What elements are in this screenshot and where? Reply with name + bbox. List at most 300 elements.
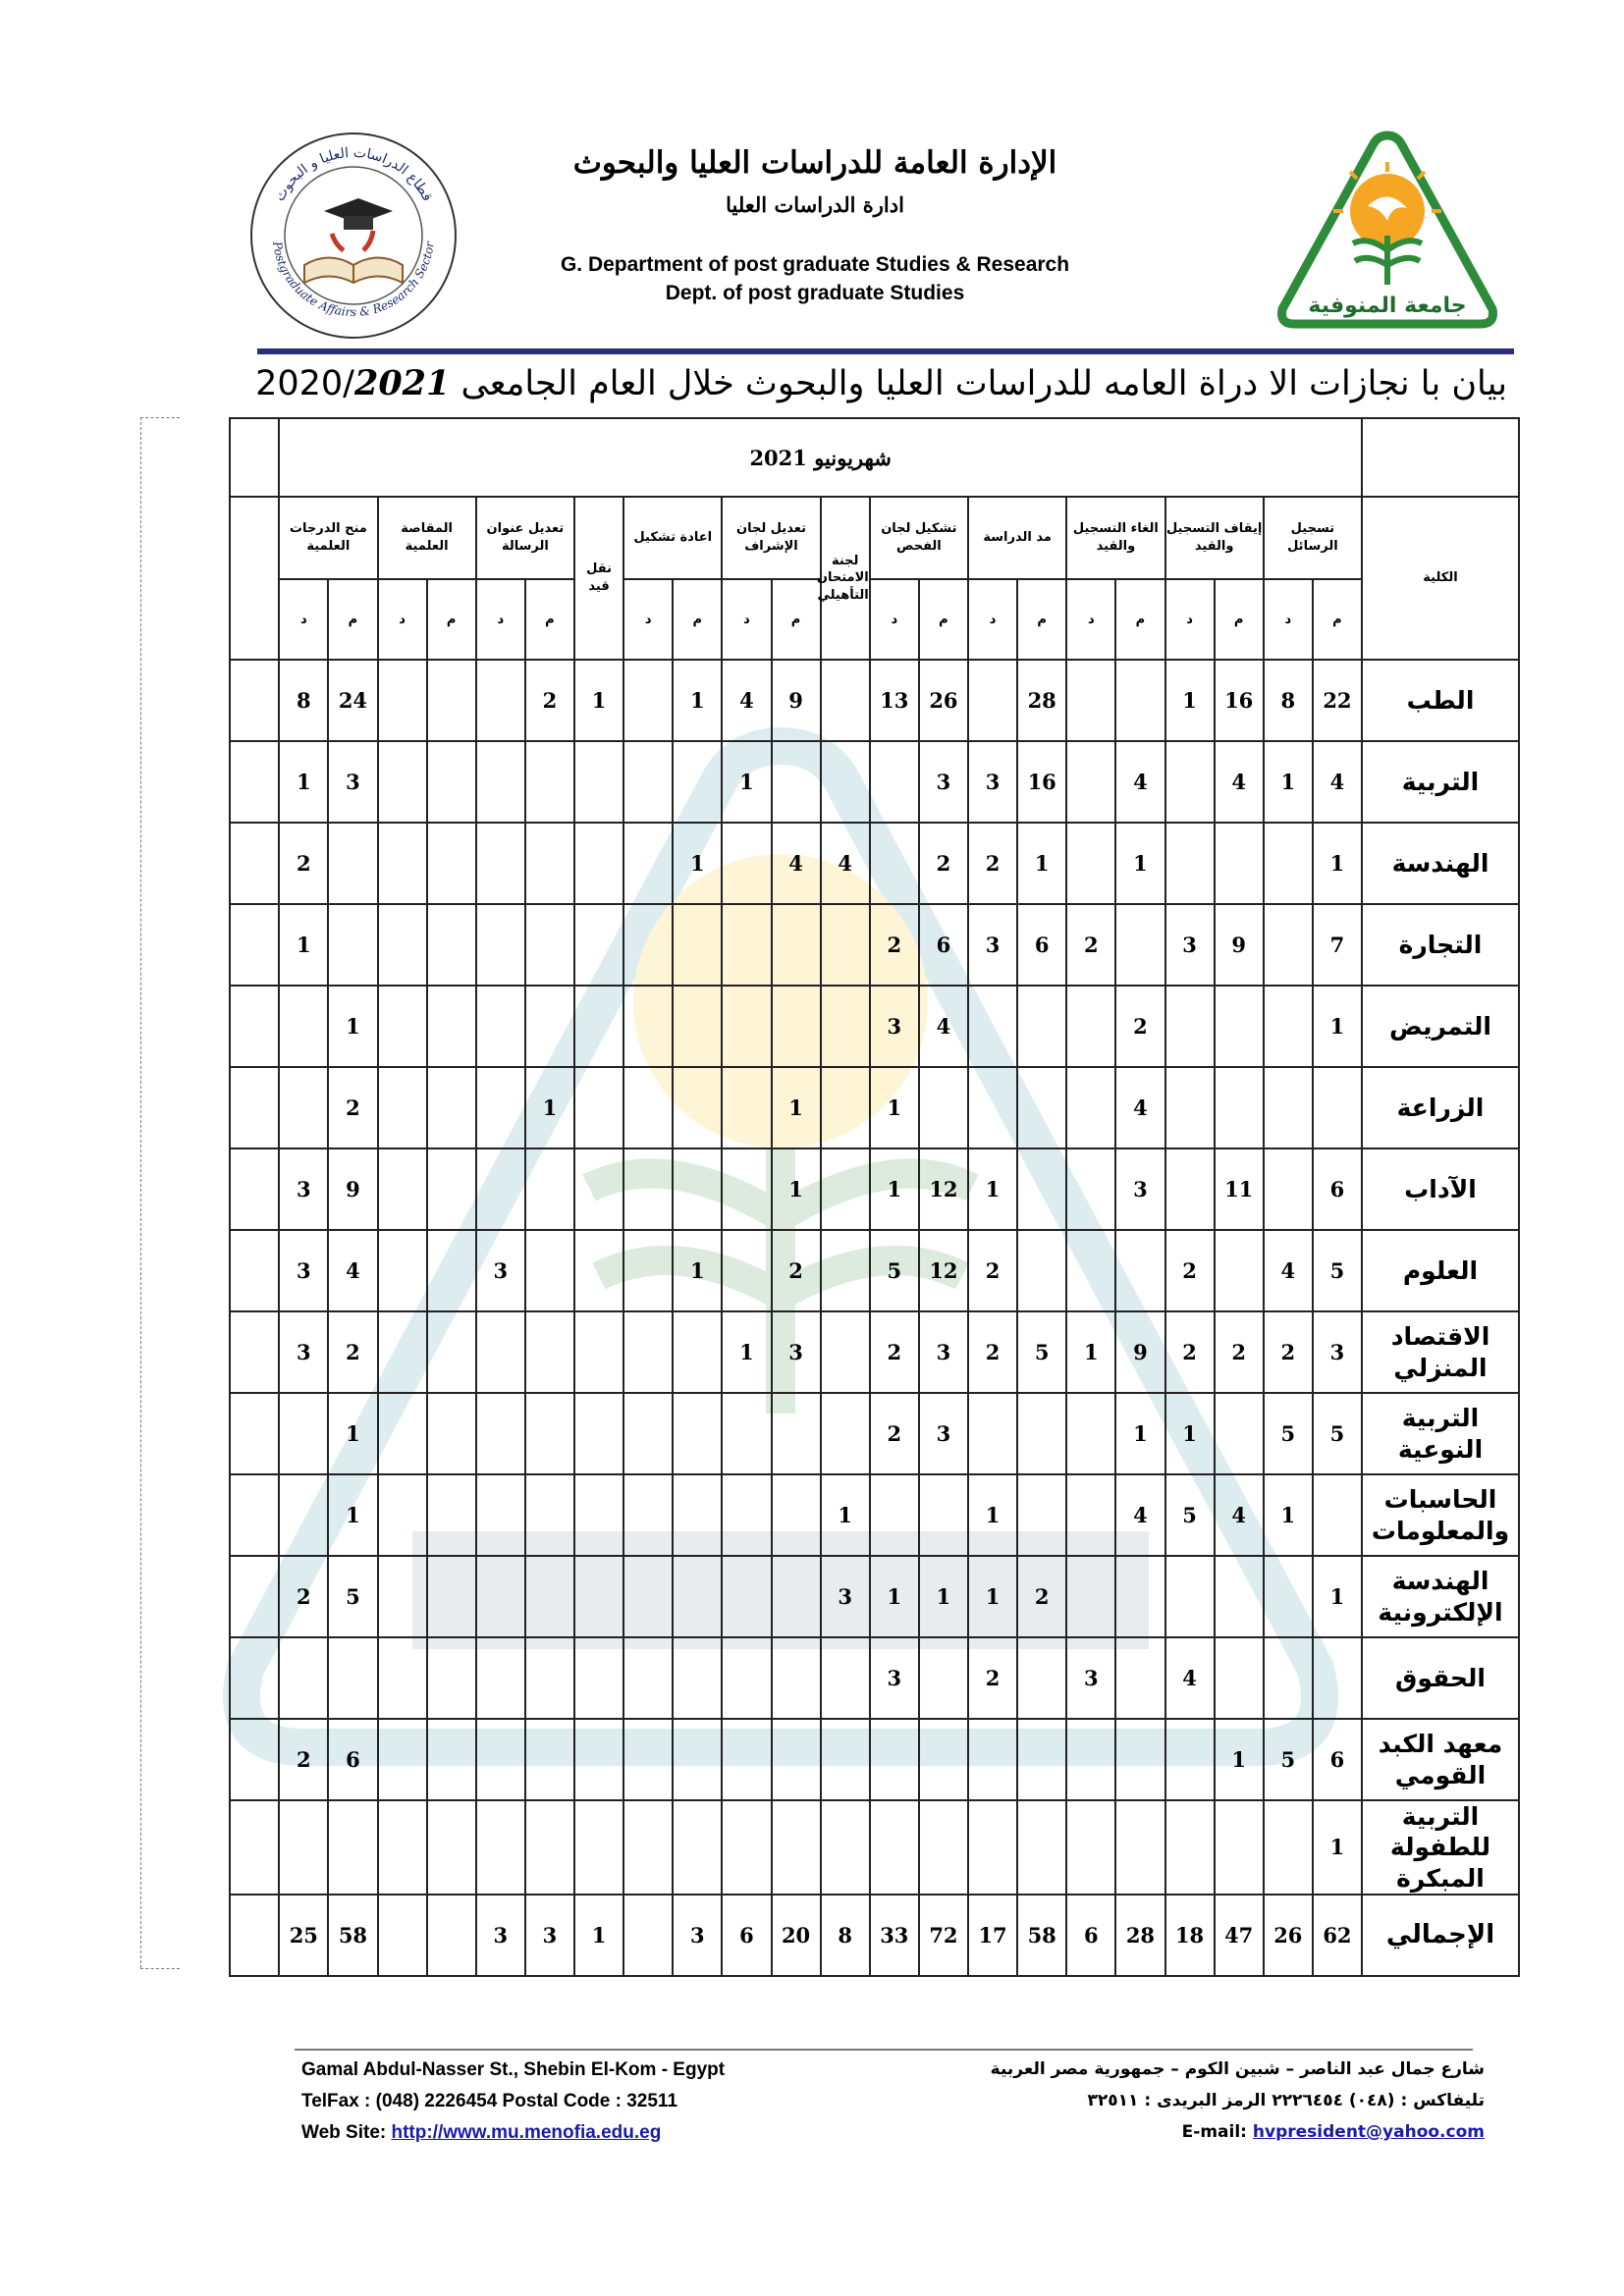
value-cell bbox=[968, 986, 1017, 1067]
table-spacer-cell bbox=[230, 1230, 279, 1311]
value-cell bbox=[821, 1148, 870, 1230]
college-name: الهندسة الإلكترونية bbox=[1362, 1556, 1519, 1637]
value-cell bbox=[623, 1556, 673, 1637]
column-header: لجنة الامتحان التأهيلي bbox=[821, 497, 870, 660]
value-cell bbox=[623, 1474, 673, 1556]
value-cell bbox=[427, 904, 476, 986]
footer-address-ar: شارع جمال عبد الناصر – شبين الكوم – جمهورية مصر العربية bbox=[990, 2059, 1485, 2079]
value-cell bbox=[1264, 904, 1313, 986]
table-row bbox=[181, 1393, 1519, 1474]
value-cell: 1 bbox=[673, 823, 722, 904]
value-cell bbox=[525, 1148, 574, 1230]
value-cell bbox=[1264, 1637, 1313, 1719]
value-cell: 9 bbox=[1215, 904, 1264, 986]
value-cell bbox=[427, 1895, 476, 1976]
value-cell bbox=[1066, 1719, 1115, 1800]
value-cell bbox=[772, 1393, 821, 1474]
value-cell: 20 bbox=[772, 1895, 821, 1976]
value-cell bbox=[1115, 1637, 1164, 1719]
degree-subheader: م bbox=[1017, 579, 1066, 660]
value-cell bbox=[919, 1067, 968, 1148]
value-cell: 3 bbox=[919, 1393, 968, 1474]
value-cell: 8 bbox=[821, 1895, 870, 1976]
value-cell: 1 bbox=[574, 660, 623, 741]
value-cell bbox=[1066, 1067, 1115, 1148]
college-name: التربية النوعية bbox=[1362, 1393, 1519, 1474]
footer-divider bbox=[295, 2049, 1473, 2051]
table-spacer-cell bbox=[230, 1556, 279, 1637]
column-header: اعادة تشكيل bbox=[623, 497, 722, 579]
value-cell: 4 bbox=[722, 660, 771, 741]
value-cell bbox=[378, 1148, 427, 1230]
value-cell bbox=[1066, 1474, 1115, 1556]
value-cell bbox=[574, 1556, 623, 1637]
value-cell bbox=[1313, 1637, 1362, 1719]
value-cell: 5 bbox=[1017, 1311, 1066, 1393]
value-cell: 58 bbox=[328, 1895, 377, 1976]
value-cell: 1 bbox=[870, 1148, 919, 1230]
value-cell bbox=[476, 1393, 525, 1474]
value-cell bbox=[476, 660, 525, 741]
value-cell: 2 bbox=[1215, 1311, 1264, 1393]
value-cell: 3 bbox=[1066, 1637, 1115, 1719]
value-cell: 2 bbox=[1066, 904, 1115, 986]
value-cell bbox=[919, 1637, 968, 1719]
value-cell bbox=[821, 1719, 870, 1800]
value-cell bbox=[772, 986, 821, 1067]
graduation-book-icon bbox=[304, 198, 403, 283]
degree-subheader: د bbox=[968, 579, 1017, 660]
value-cell bbox=[574, 1148, 623, 1230]
value-cell bbox=[870, 1474, 919, 1556]
table-row bbox=[181, 1637, 1519, 1719]
value-cell: 4 bbox=[772, 823, 821, 904]
value-cell bbox=[1215, 1230, 1264, 1311]
value-cell: 5 bbox=[1313, 1230, 1362, 1311]
value-cell bbox=[525, 1230, 574, 1311]
value-cell: 3 bbox=[821, 1556, 870, 1637]
value-cell: 1 bbox=[821, 1474, 870, 1556]
value-cell: 2 bbox=[1264, 1311, 1313, 1393]
college-name: معهد الكبد القومي bbox=[1362, 1719, 1519, 1800]
table-spacer-cell bbox=[230, 1800, 279, 1895]
degree-subheader: م bbox=[1313, 579, 1362, 660]
value-cell bbox=[476, 1719, 525, 1800]
value-cell: 6 bbox=[1066, 1895, 1115, 1976]
value-cell: 2 bbox=[1165, 1311, 1215, 1393]
value-cell: 8 bbox=[279, 660, 328, 741]
value-cell bbox=[476, 986, 525, 1067]
table-spacer-cell bbox=[230, 823, 279, 904]
value-cell bbox=[279, 1800, 328, 1895]
value-cell bbox=[673, 1800, 722, 1895]
value-cell: 1 bbox=[328, 1393, 377, 1474]
value-cell bbox=[525, 1311, 574, 1393]
table-corner-cell bbox=[230, 418, 279, 497]
value-cell: 1 bbox=[279, 904, 328, 986]
degree-subheader: م bbox=[525, 579, 574, 660]
value-cell bbox=[919, 1800, 968, 1895]
value-cell bbox=[427, 1719, 476, 1800]
value-cell: 1 bbox=[968, 1556, 1017, 1637]
table-row bbox=[181, 1311, 1519, 1393]
value-cell bbox=[623, 741, 673, 823]
value-cell: 3 bbox=[328, 741, 377, 823]
value-cell bbox=[772, 741, 821, 823]
value-cell bbox=[673, 1067, 722, 1148]
degree-subheader: د bbox=[1066, 579, 1115, 660]
value-cell: 6 bbox=[1017, 904, 1066, 986]
value-cell bbox=[1115, 1800, 1164, 1895]
value-cell: 18 bbox=[1165, 1895, 1215, 1976]
value-cell: 2 bbox=[968, 823, 1017, 904]
value-cell bbox=[673, 1393, 722, 1474]
value-cell bbox=[673, 741, 722, 823]
value-cell bbox=[1066, 741, 1115, 823]
value-cell: 2 bbox=[328, 1311, 377, 1393]
value-cell bbox=[476, 1148, 525, 1230]
value-cell bbox=[427, 986, 476, 1067]
value-cell bbox=[525, 1556, 574, 1637]
value-cell: 5 bbox=[1165, 1474, 1215, 1556]
value-cell bbox=[821, 1393, 870, 1474]
value-cell: 1 bbox=[1215, 1719, 1264, 1800]
value-cell bbox=[427, 823, 476, 904]
value-cell bbox=[1017, 1719, 1066, 1800]
value-cell bbox=[821, 1311, 870, 1393]
value-cell: 1 bbox=[1017, 823, 1066, 904]
total-row bbox=[181, 1895, 1519, 1976]
value-cell: 1 bbox=[722, 1311, 771, 1393]
value-cell bbox=[574, 1719, 623, 1800]
value-cell bbox=[525, 823, 574, 904]
value-cell bbox=[427, 1800, 476, 1895]
college-name: الإجمالي bbox=[1362, 1895, 1519, 1976]
seal-ring-text-top: قطاع الدراسات العليا و البحوث bbox=[271, 144, 436, 204]
table-row bbox=[181, 1230, 1519, 1311]
value-cell: 6 bbox=[722, 1895, 771, 1976]
value-cell: 24 bbox=[328, 660, 377, 741]
value-cell bbox=[1264, 1556, 1313, 1637]
value-cell: 58 bbox=[1017, 1895, 1066, 1976]
college-name: العلوم bbox=[1362, 1230, 1519, 1311]
value-cell: 1 bbox=[919, 1556, 968, 1637]
value-cell bbox=[1165, 1719, 1215, 1800]
value-cell bbox=[870, 1800, 919, 1895]
degree-subheader: م bbox=[427, 579, 476, 660]
value-cell bbox=[328, 1637, 377, 1719]
value-cell bbox=[870, 1719, 919, 1800]
value-cell: 9 bbox=[772, 660, 821, 741]
table-corner-cell bbox=[1362, 418, 1519, 497]
value-cell bbox=[870, 823, 919, 904]
value-cell bbox=[476, 1067, 525, 1148]
value-cell bbox=[1165, 741, 1215, 823]
website-link[interactable]: http://www.mu.menofia.edu.eg bbox=[391, 2122, 662, 2143]
value-cell bbox=[673, 986, 722, 1067]
value-cell bbox=[476, 741, 525, 823]
value-cell bbox=[279, 1637, 328, 1719]
value-cell bbox=[525, 1800, 574, 1895]
value-cell: 5 bbox=[1264, 1393, 1313, 1474]
value-cell bbox=[772, 1719, 821, 1800]
value-cell bbox=[673, 1637, 722, 1719]
menofia-university-logo bbox=[1274, 128, 1500, 334]
value-cell: 1 bbox=[968, 1148, 1017, 1230]
value-cell bbox=[1215, 1393, 1264, 1474]
value-cell bbox=[821, 904, 870, 986]
value-cell: 25 bbox=[279, 1895, 328, 1976]
table-row bbox=[181, 1719, 1519, 1800]
value-cell bbox=[1066, 1556, 1115, 1637]
value-cell bbox=[427, 741, 476, 823]
value-cell bbox=[378, 1637, 427, 1719]
degree-subheader: د bbox=[476, 579, 525, 660]
value-cell bbox=[772, 1637, 821, 1719]
value-cell bbox=[1264, 986, 1313, 1067]
value-cell: 6 bbox=[919, 904, 968, 986]
value-cell: 4 bbox=[821, 823, 870, 904]
value-cell bbox=[476, 1474, 525, 1556]
value-cell: 2 bbox=[1165, 1230, 1215, 1311]
column-header: تسجيل الرسائل bbox=[1264, 497, 1362, 579]
value-cell bbox=[1215, 1637, 1264, 1719]
value-cell bbox=[1017, 1148, 1066, 1230]
degree-subheader: د bbox=[870, 579, 919, 660]
value-cell bbox=[968, 1393, 1017, 1474]
value-cell bbox=[378, 1719, 427, 1800]
value-cell bbox=[378, 1393, 427, 1474]
value-cell bbox=[1215, 1067, 1264, 1148]
value-cell: 3 bbox=[279, 1311, 328, 1393]
value-cell: 3 bbox=[476, 1230, 525, 1311]
table-spacer-cell bbox=[230, 1148, 279, 1230]
value-cell: 3 bbox=[919, 1311, 968, 1393]
value-cell: 1 bbox=[328, 986, 377, 1067]
value-cell bbox=[1017, 1800, 1066, 1895]
value-cell bbox=[476, 823, 525, 904]
value-cell bbox=[1017, 1067, 1066, 1148]
degree-subheader: د bbox=[1264, 579, 1313, 660]
table-row bbox=[181, 1148, 1519, 1230]
value-cell bbox=[378, 1474, 427, 1556]
value-cell bbox=[623, 1800, 673, 1895]
value-cell bbox=[673, 904, 722, 986]
value-cell bbox=[378, 904, 427, 986]
value-cell bbox=[623, 1067, 673, 1148]
value-cell bbox=[378, 1230, 427, 1311]
value-cell bbox=[673, 1148, 722, 1230]
value-cell bbox=[1066, 660, 1115, 741]
value-cell bbox=[673, 1311, 722, 1393]
table-row bbox=[181, 1556, 1519, 1637]
value-cell: 5 bbox=[328, 1556, 377, 1637]
degree-subheader: د bbox=[378, 579, 427, 660]
value-cell bbox=[722, 1800, 771, 1895]
value-cell: 6 bbox=[328, 1719, 377, 1800]
value-cell bbox=[525, 1393, 574, 1474]
value-cell: 2 bbox=[328, 1067, 377, 1148]
value-cell bbox=[1264, 1067, 1313, 1148]
value-cell bbox=[476, 904, 525, 986]
value-cell bbox=[623, 1148, 673, 1230]
value-cell: 1 bbox=[1264, 1474, 1313, 1556]
value-cell: 1 bbox=[1115, 1393, 1164, 1474]
value-cell: 4 bbox=[1264, 1230, 1313, 1311]
website-label: Web Site: bbox=[301, 2122, 387, 2143]
table-row bbox=[181, 823, 1519, 904]
value-cell: 1 bbox=[279, 741, 328, 823]
value-cell: 7 bbox=[1313, 904, 1362, 986]
value-cell: 6 bbox=[1313, 1719, 1362, 1800]
value-cell bbox=[919, 1474, 968, 1556]
value-cell bbox=[821, 660, 870, 741]
table-spacer-cell bbox=[230, 1895, 279, 1976]
footer-email bbox=[1182, 2122, 1485, 2142]
value-cell bbox=[1313, 1474, 1362, 1556]
value-cell bbox=[378, 986, 427, 1067]
value-cell: 2 bbox=[279, 823, 328, 904]
value-cell bbox=[1017, 1393, 1066, 1474]
value-cell bbox=[623, 1230, 673, 1311]
header-subtitle-en: Dept. of post graduate Studies bbox=[665, 282, 965, 304]
value-cell bbox=[623, 823, 673, 904]
table-spacer-cell bbox=[230, 986, 279, 1067]
value-cell bbox=[919, 1719, 968, 1800]
value-cell: 33 bbox=[870, 1895, 919, 1976]
value-cell: 1 bbox=[772, 1067, 821, 1148]
table-spacer-cell bbox=[230, 1637, 279, 1719]
value-cell: 2 bbox=[968, 1230, 1017, 1311]
value-cell: 1 bbox=[968, 1474, 1017, 1556]
value-cell bbox=[722, 1230, 771, 1311]
value-cell bbox=[821, 1067, 870, 1148]
value-cell: 11 bbox=[1215, 1148, 1264, 1230]
value-cell: 2 bbox=[919, 823, 968, 904]
value-cell: 1 bbox=[1115, 823, 1164, 904]
degree-subheader: م bbox=[673, 579, 722, 660]
value-cell bbox=[1017, 1637, 1066, 1719]
value-cell: 4 bbox=[1165, 1637, 1215, 1719]
value-cell bbox=[574, 1637, 623, 1719]
value-cell bbox=[1215, 823, 1264, 904]
value-cell bbox=[1165, 1067, 1215, 1148]
value-cell: 3 bbox=[870, 986, 919, 1067]
value-cell bbox=[1215, 986, 1264, 1067]
value-cell bbox=[1215, 1556, 1264, 1637]
value-cell bbox=[574, 1800, 623, 1895]
value-cell bbox=[722, 823, 771, 904]
value-cell bbox=[1165, 1148, 1215, 1230]
value-cell bbox=[1264, 823, 1313, 904]
college-name: التربية bbox=[1362, 741, 1519, 823]
value-cell bbox=[427, 1311, 476, 1393]
value-cell: 5 bbox=[1264, 1719, 1313, 1800]
value-cell bbox=[722, 1637, 771, 1719]
college-name: التجارة bbox=[1362, 904, 1519, 986]
page-guide-line bbox=[140, 417, 141, 1968]
value-cell: 1 bbox=[1313, 986, 1362, 1067]
value-cell bbox=[821, 741, 870, 823]
header-title-en: G. Department of post graduate Studies & Research bbox=[560, 253, 1070, 276]
value-cell: 26 bbox=[1264, 1895, 1313, 1976]
value-cell bbox=[1115, 904, 1164, 986]
table-spacer-cell bbox=[230, 1393, 279, 1474]
table-spacer-cell bbox=[230, 1311, 279, 1393]
value-cell bbox=[328, 823, 377, 904]
value-cell bbox=[722, 1556, 771, 1637]
value-cell bbox=[574, 1474, 623, 1556]
college-name: التمريض bbox=[1362, 986, 1519, 1067]
value-cell bbox=[623, 1637, 673, 1719]
value-cell: 3 bbox=[1115, 1148, 1164, 1230]
college-name: الزراعة bbox=[1362, 1067, 1519, 1148]
value-cell: 4 bbox=[1115, 1474, 1164, 1556]
value-cell: 3 bbox=[525, 1895, 574, 1976]
sector-seal-logo bbox=[245, 128, 461, 344]
value-cell: 4 bbox=[1115, 741, 1164, 823]
value-cell bbox=[722, 1474, 771, 1556]
value-cell: 3 bbox=[279, 1230, 328, 1311]
value-cell bbox=[525, 986, 574, 1067]
value-cell: 3 bbox=[968, 904, 1017, 986]
value-cell: 1 bbox=[1165, 1393, 1215, 1474]
college-name: التربية للطفولة المبكرة bbox=[1362, 1800, 1519, 1895]
value-cell bbox=[1017, 986, 1066, 1067]
value-cell: 1 bbox=[1313, 1800, 1362, 1895]
report-year-start: 2020/ bbox=[255, 364, 354, 403]
value-cell: 4 bbox=[328, 1230, 377, 1311]
value-cell bbox=[525, 1719, 574, 1800]
value-cell bbox=[427, 1067, 476, 1148]
header-title-ar: الإدارة العامة للدراسات العليا والبحوث bbox=[572, 145, 1057, 181]
value-cell bbox=[378, 823, 427, 904]
email-link[interactable]: hvpresident@yahoo.com bbox=[1252, 2122, 1485, 2142]
column-header: تعديل لجان الإشراف bbox=[722, 497, 820, 579]
value-cell bbox=[427, 660, 476, 741]
value-cell bbox=[328, 904, 377, 986]
value-cell: 5 bbox=[1313, 1393, 1362, 1474]
value-cell: 28 bbox=[1017, 660, 1066, 741]
table-spacer-cell bbox=[230, 741, 279, 823]
value-cell bbox=[525, 904, 574, 986]
value-cell bbox=[378, 1311, 427, 1393]
achievements-table bbox=[180, 417, 1520, 1977]
value-cell bbox=[821, 1637, 870, 1719]
value-cell bbox=[821, 1800, 870, 1895]
value-cell bbox=[378, 1800, 427, 1895]
value-cell: 72 bbox=[919, 1895, 968, 1976]
table-row bbox=[181, 741, 1519, 823]
value-cell: 3 bbox=[968, 741, 1017, 823]
value-cell: 1 bbox=[870, 1556, 919, 1637]
value-cell bbox=[1215, 1800, 1264, 1895]
value-cell: 3 bbox=[476, 1895, 525, 1976]
value-cell bbox=[673, 1556, 722, 1637]
table-row bbox=[181, 1067, 1519, 1148]
value-cell: 1 bbox=[1313, 1556, 1362, 1637]
value-cell bbox=[279, 1393, 328, 1474]
college-name: الآداب bbox=[1362, 1148, 1519, 1230]
value-cell bbox=[968, 660, 1017, 741]
value-cell bbox=[476, 1800, 525, 1895]
value-cell: 1 bbox=[1165, 660, 1215, 741]
value-cell: 2 bbox=[870, 1393, 919, 1474]
value-cell bbox=[623, 1311, 673, 1393]
column-header: نقل قيد bbox=[574, 497, 623, 660]
value-cell: 28 bbox=[1115, 1895, 1164, 1976]
value-cell bbox=[772, 1474, 821, 1556]
